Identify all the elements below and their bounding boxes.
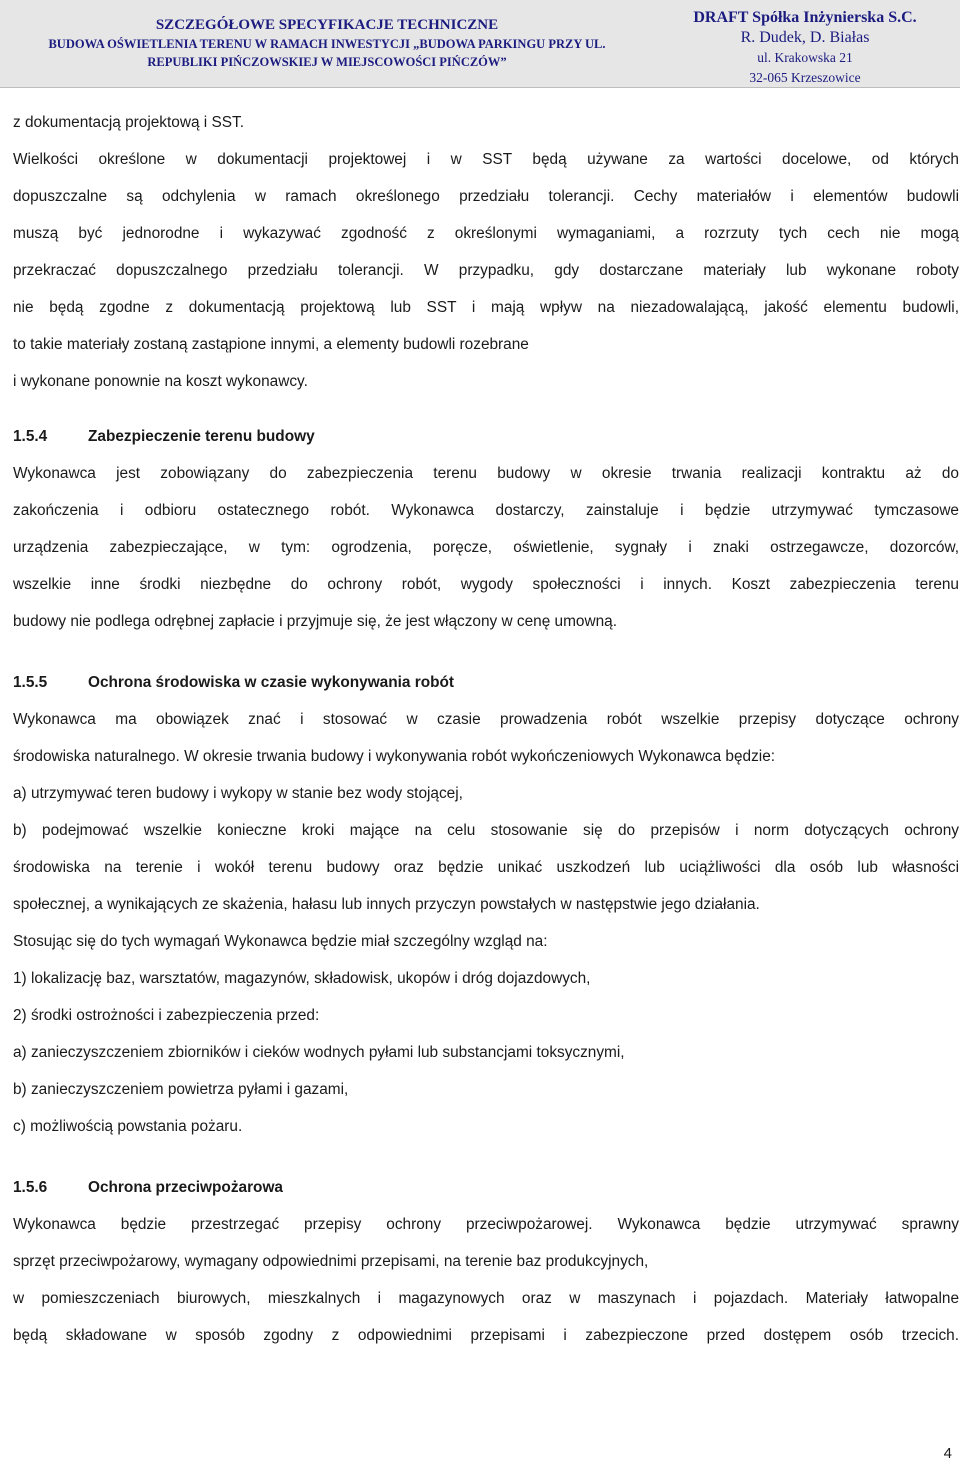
text-line: urządzenia zabezpieczające, w tym: ogrodzenia, poręcze, oświetlenie, sygnały i znaki ostrzegawcze, dozorców, [13, 539, 959, 556]
section-number: 1.5.4 [13, 428, 48, 445]
text-line: przekraczać dopuszczalnego przedziału tolerancji. W przypadku, gdy dostarczane materiały lub wykonane roboty [13, 262, 959, 279]
text-line: sprzęt przeciwpożarowy, wymagany odpowiednimi przepisami, na terenie baz produkcyjnych, [13, 1253, 649, 1270]
text-line: Wielkości określone w dokumentacji projektowej i w SST będą używane za wartości docelowe, od których [13, 151, 959, 168]
text-line: Wykonawca jest zobowiązany do zabezpieczenia terenu budowy w okresie trwania realizacji kontraktu aż do [13, 465, 959, 482]
text-line: to takie materiały zostaną zastąpione innymi, a elementy budowli rozebrane [13, 336, 529, 353]
list-item: a) utrzymywać teren budowy i wykopy w stanie bez wody stojącej, [13, 785, 463, 802]
text-line: Stosując się do tych wymagań Wykonawca będzie miał szczególny wzgląd na: [13, 933, 548, 950]
section-title: Ochrona środowiska w czasie wykonywania robót [88, 674, 455, 691]
text-line: dopuszczalne są odchylenia w ramach określonego przedziału tolerancji. Cechy materiałów i elementów budowli [13, 188, 959, 205]
section-title: Ochrona przeciwpożarowa [88, 1179, 283, 1196]
section-heading [13, 1169, 959, 1206]
section-number: 1.5.6 [13, 1179, 48, 1196]
list-item: c) możliwością powstania pożaru. [13, 1118, 243, 1135]
page-number: 4 [943, 1445, 952, 1462]
company-street: ul. Krakowska 21 [757, 50, 853, 65]
list-item: a) zanieczyszczeniem zbiorników i cieków wodnych pyłami lub substancjami toksycznymi, [13, 1044, 625, 1061]
list-item: 1) lokalizację baz, warsztatów, magazynów, składowisk, ukopów i dróg dojazdowych, [13, 970, 591, 987]
text-line: Wykonawca ma obowiązek znać i stosować w czasie prowadzenia robót wszelkie przepisy dotyczące ochrony [13, 711, 959, 728]
list-item: b) zanieczyszczeniem powietrza pyłami i gazami, [13, 1081, 349, 1098]
text-line: nie będą zgodne z dokumentacją projektową lub SST i mają wpływ na niezadowalającą, jakość elementu budowli, [13, 299, 959, 316]
list-item: 2) środki ostrożności i zabezpieczenia przed: [13, 1007, 320, 1024]
document-title: SZCZEGÓŁOWE SPECYFIKACJE TECHNICZNE [155, 17, 499, 33]
text-line: Wykonawca będzie przestrzegać przepisy ochrony przeciwpożarowej. Wykonawca będzie utrzymywać sprawny [13, 1216, 959, 1233]
company-name: DRAFT Spółka Inżynierska S.C. [693, 9, 917, 26]
document-title-block [2, 16, 652, 71]
text-line: i wykonane ponownie na koszt wykonawcy. [13, 373, 308, 390]
document-subtitle-line-1: BUDOWA OŚWIETLENIA TERENU W RAMACH INWESTYCJI „BUDOWA PARKINGU PRZY UL. [48, 37, 606, 51]
list-item: b) podejmować wszelkie konieczne kroki mające na celu stosowanie się do przepisów i norm dotyczących ochrony [13, 822, 959, 839]
intro-paragraph [13, 104, 959, 400]
document-subtitle-line-2: REPUBLIKI PIŃCZOWSKIEJ W MIEJSCOWOŚCI PIŃCZÓW” [147, 55, 507, 69]
text-line: środowiska naturalnego. W okresie trwania budowy i wykonywania robót wykończeniowych Wykonawca będzie: [13, 748, 776, 765]
section-title: Zabezpieczenie terenu budowy [88, 428, 315, 445]
section-heading [13, 418, 959, 455]
company-block [655, 8, 955, 88]
section-number: 1.5.5 [13, 674, 48, 691]
company-owners: R. Dudek, D. Białas [740, 29, 870, 46]
section-1-5-4 [13, 418, 959, 640]
section-1-5-6 [13, 1169, 959, 1354]
text-line: muszą być jednorodne i wykazywać zgodność z określonymi wymaganiami, a rozrzuty tych cech nie mogą [13, 225, 959, 242]
text-line: budowy nie podlega odrębnej zapłacie i przyjmuje się, że jest włączony w cenę umowną. [13, 613, 617, 630]
page-header [0, 0, 960, 88]
text-line: wszelkie inne środki niezbędne do ochrony robót, wygody społeczności i innych. Koszt zabezpieczenia terenu [13, 576, 959, 593]
text-line: w pomieszczeniach biurowych, mieszkalnych i magazynowych oraz w maszynach i pojazdach. Materiały łatwopalne [13, 1290, 959, 1307]
section-1-5-5 [13, 664, 959, 1145]
text-line: będą składowane w sposób zgodny z odpowiednimi przepisami i zabezpieczone przed dostępem osób trzecich. [13, 1327, 959, 1344]
text-line: środowiska na terenie i wokół terenu budowy oraz będzie unikać uszkodzeń lub uciążliwości dla osób lub własności [13, 859, 959, 876]
section-heading [13, 664, 959, 701]
text-line: społecznej, a wynikających ze skażenia, hałasu lub innych przyczyn powstałych w następstwie jego działania. [13, 896, 760, 913]
text-line: zakończenia i odbioru ostatecznego robót. Wykonawca dostarczy, zainstaluje i będzie utrzymywać tymczasowe [13, 502, 959, 519]
document-body [13, 104, 959, 1354]
company-city: 32-065 Krzeszowice [749, 70, 861, 85]
text-line: z dokumentacją projektową i SST. [13, 114, 244, 131]
